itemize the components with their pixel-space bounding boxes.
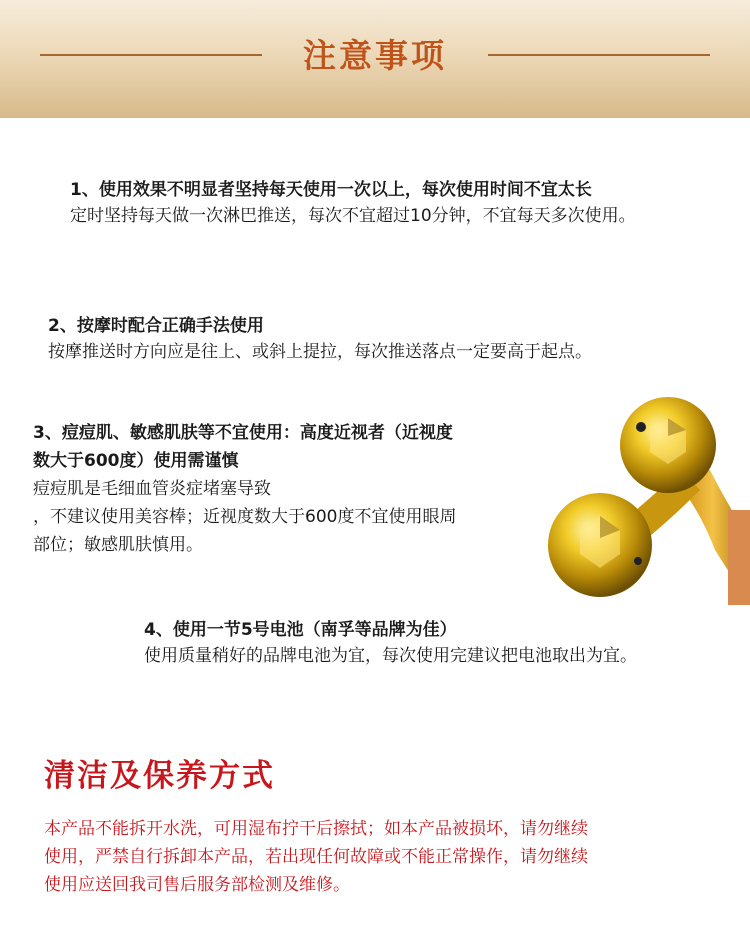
notice-text: 使用质量稍好的品牌电池为宜，每次使用完建议把电池取出为宜。 <box>144 646 637 666</box>
notice-text: 定时坚持每天做一次淋巴推送，每次不宜超过10分钟，不宜每天多次使用。 <box>70 206 636 226</box>
care-section-title: 清洁及保养方式 <box>44 758 275 794</box>
notice-item-4 <box>144 617 637 669</box>
header-divider-right <box>488 54 710 56</box>
care-text-line: 本产品不能拆开水洗，可用湿布拧干后擦拭；如本产品被损坏，请勿继续 <box>44 819 588 839</box>
notice-item-1 <box>70 177 636 229</box>
care-text-line: 使用，严禁自行拆卸本产品，若出现任何故障或不能正常操作，请勿继续 <box>44 847 588 867</box>
notice-heading: 4、使用一节5号电池（南孚等品牌为佳） <box>144 620 457 640</box>
notice-heading: 3、痘痘肌、敏感肌肤等不宜使用：高度近视者（近视度 <box>33 423 453 443</box>
page-title: 注意事项 <box>303 36 447 75</box>
notice-heading: 2、按摩时配合正确手法使用 <box>48 316 264 336</box>
notice-text: ，不建议使用美容棒；近视度数大于600度不宜使用眼周 <box>33 507 457 527</box>
notice-heading: 1、使用效果不明显者坚持每天使用一次以上，每次使用时间不宜太长 <box>70 180 592 200</box>
notice-text: 按摩推送时方向应是往上、或斜上提拉，每次推送落点一定要高于起点。 <box>48 342 592 362</box>
header-banner <box>0 0 750 118</box>
notice-item-3 <box>33 419 456 559</box>
care-text-line: 使用应送回我司售后服务部检测及维修。 <box>44 875 350 895</box>
notice-text: 痘痘肌是毛细血管炎症堵塞导致 <box>33 479 271 499</box>
notice-text: 部位；敏感肌肤慎用。 <box>33 535 203 555</box>
care-section-body <box>44 815 588 899</box>
notice-heading: 数大于600度）使用需谨慎 <box>33 451 239 471</box>
notice-item-2 <box>48 313 592 365</box>
roller-massager-image <box>540 390 750 605</box>
